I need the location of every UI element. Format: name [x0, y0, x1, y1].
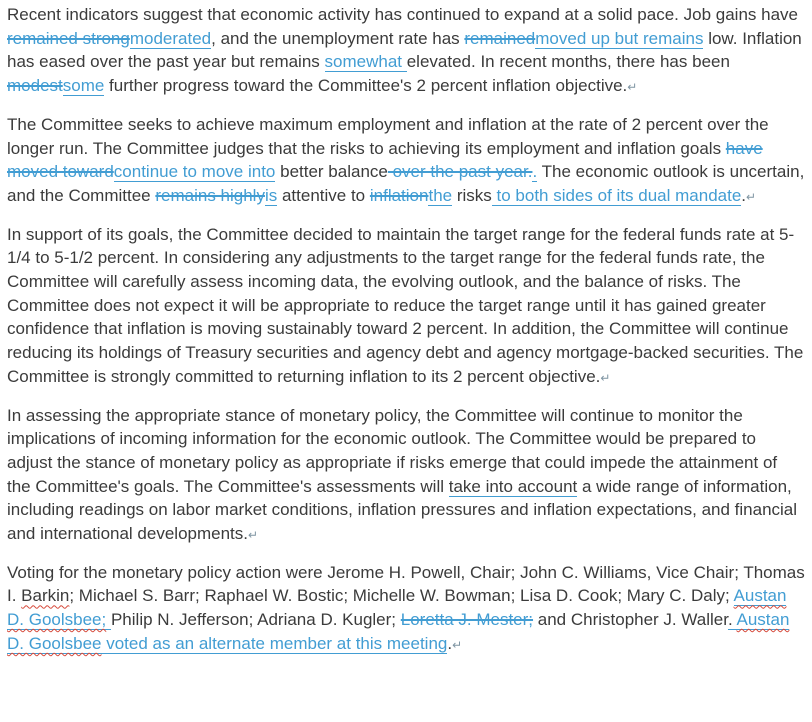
paragraph	[7, 404, 805, 548]
text-run: better balance	[275, 162, 388, 182]
text-run: The Committee seeks to achieve maximum employment and inflation at the rate of 2 percent over the longer run. The Committee judges that the risks to achieving its employment and inflation goals	[7, 114, 769, 158]
text-run: a wide range of information, including readings on labor market conditions, inflation pressures and inflation expectations, and financial and international developments.	[7, 476, 798, 544]
inserted-text-run[interactable]: the	[428, 185, 453, 205]
text-run: In assessing the appropriate stance of monetary policy, the Committee will continue to monitor the implications of incoming information for the economic outlook. The Committee would be prepared to adjust the stance of monetary policy as appropriate if risks emerge that could impede the attainment of the Committee's goals. The Committee's assessments will	[7, 405, 778, 496]
inserted-text-run[interactable]: is	[264, 185, 278, 205]
text-run: , and the unemployment rate has	[211, 28, 465, 48]
paragraph-mark-icon: ↵	[600, 370, 611, 385]
text-run: The economic outlook is uncertain, and the Committee	[7, 162, 805, 205]
misspelled-text-run: Barkin	[21, 586, 70, 606]
deleted-text-run[interactable]: remained	[464, 28, 536, 48]
inserted-text-run[interactable]: Austan D. Goolsbee	[7, 610, 790, 653]
inserted-text-run[interactable]: moderated	[129, 28, 212, 48]
text-run: elevated. In recent months, there has been	[406, 52, 730, 72]
text-run: low. Inflation has eased over the past year but remains	[7, 28, 802, 72]
inserted-black-text-run[interactable]: take into account	[448, 476, 578, 496]
paragraph	[7, 223, 805, 391]
text-run: Voting for the monetary policy action were Jerome H. Powell, Chair; John C. Williams, Vice Chair; Thomas I.	[7, 562, 805, 606]
paragraph-mark-icon: ↵	[627, 80, 638, 95]
paragraph	[7, 3, 805, 100]
paragraph	[7, 561, 805, 658]
paragraph-mark-icon: ↵	[746, 189, 757, 204]
deleted-text-run[interactable]: remains highly	[155, 185, 265, 205]
inserted-text-run[interactable]: some	[62, 76, 105, 96]
text-run: Recent indicators suggest that economic activity has continued to expand at a solid pace. Job gains have	[7, 5, 798, 24]
deleted-text-run[interactable]: over the past year.	[387, 162, 533, 182]
inserted-text-run[interactable]: continue to move into	[113, 162, 276, 182]
deleted-text-run[interactable]: have moved toward	[7, 138, 763, 182]
inserted-text-run[interactable]: .	[532, 162, 538, 182]
text-run: .	[447, 633, 453, 653]
inserted-text-run[interactable]: voted as an alternate member at this meeting	[101, 633, 448, 653]
text-run: .	[741, 185, 747, 205]
deleted-text-run[interactable]: remained strong	[7, 28, 130, 48]
text-run: further progress toward the Committee's 2 percent inflation objective.	[104, 76, 628, 96]
text-run: In support of its goals, the Committee decided to maintain the target range for the federal funds rate at 5-1/4 to 5-1/2 percent. In considering any adjustments to the target range for the federal funds rate, the Committee will carefully assess incoming data, the evolving outlook, and the balance of risks. The Committee does not expect it will be appropriate to reduce the target range until it has gained greater confidence that inflation is moving sustainably toward 2 percent. In addition, the Committee will continue reducing its holdings of Treasury securities and agency debt and agency mortgage-backed securities. The Committee is strongly committed to returning inflation to its 2 percent objective.	[7, 224, 804, 386]
inserted-text-run[interactable]	[733, 610, 737, 630]
deleted-text-run[interactable]: inflation	[369, 185, 429, 205]
inserted-text-run[interactable]: moved up but remains	[535, 28, 704, 48]
deleted-text-run[interactable]: modest	[7, 76, 63, 96]
text-run: ; Michael S. Barr; Raphael W. Bostic; Michelle W. Bowman; Lisa D. Cook; Mary C. Daly;	[69, 586, 734, 606]
text-run: Philip N. Jefferson; Adriana D. Kugler;	[110, 610, 401, 630]
text-run: and Christopher J. Waller	[533, 610, 728, 630]
inserted-text-run[interactable]: to both sides of its dual mandate	[491, 185, 742, 205]
text-run: risks	[452, 185, 492, 205]
text-run: attentive to	[277, 185, 370, 205]
paragraph-mark-icon: ↵	[248, 528, 259, 543]
paragraph-mark-icon: ↵	[452, 637, 463, 652]
paragraph	[7, 113, 805, 210]
inserted-text-run[interactable]: Austan D. Goolsbee;	[7, 586, 787, 630]
deleted-text-run[interactable]: Loretta J. Mester;	[400, 610, 534, 630]
inserted-black-text-run[interactable]: .	[727, 610, 733, 630]
inserted-text-run[interactable]: somewhat	[324, 52, 407, 72]
